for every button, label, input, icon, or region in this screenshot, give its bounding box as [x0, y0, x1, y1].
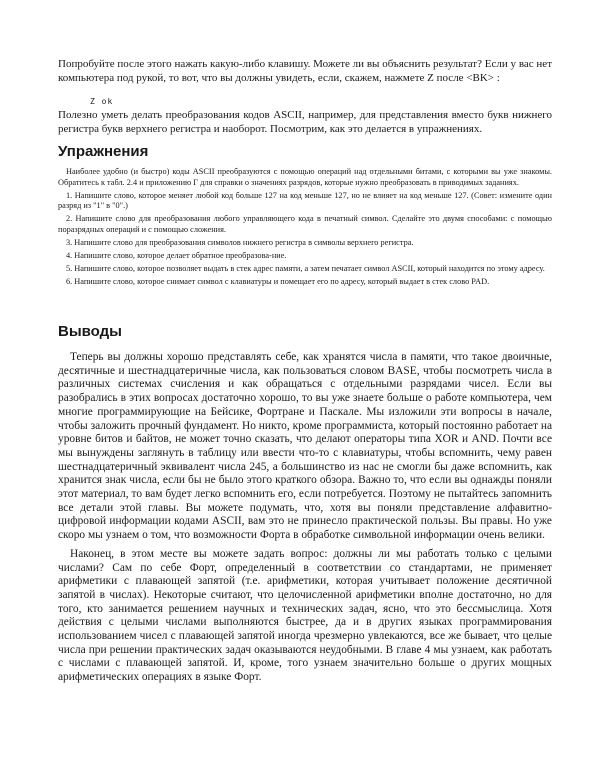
conclusions-paragraph-1: Теперь вы должны хорошо представлять себе, как хранятся числа в памяти, что такое двоичные, десятичные и шестнадцатеричные числа, как пользоваться словом BASE, чтобы посмотреть числа в различных системах счисления и как обращаться с отдельными разрядами чисел. Если вы разобрались в этих вопросах достаточно хорошо, то вы уже знаете больше о работе компьютера, чем многие программирующие на Бейсике, Фортране и Паскале. Мы изложили эти вопросы в начале, чтобы заложить прочный фундамент. Но никто, кроме программиста, который постоянно работает на уровне битов и байтов, не может точно сказать, что делают операторы типа XOR и AND. Почти все мы вынуждены заглянуть в таблицу или ввести что-то с клавиатуры, чтобы вспомнить, чему равен шестнадцатеричный эквивалент числа 245, а большинство из нас не смогли бы даже вспомнить, как хранится знак числа, если бы не было этого краткого обзора. Важно то, что если вы однажды поняли этот материал, то вам будет легко вспомнить его, если потребуется. Поэтому не пытайтесь запомнить все детали этой главы. Вы можете подумать, что, хотя вы поняли представление алфавитно-цифровой информации кодами ASCII, вам это не принесло практической пользы. Вы правы. Но уже скоро мы узнаем о том, что возможности Форта в обработке символьной информации очень велики. — [58, 351, 552, 542]
conclusions-body — [58, 351, 552, 690]
intro-paragraph-2: Полезно уметь делать преобразования кодов ASCII, например, для представления вместо букв нижнего регистра букв верхнего регистра и наоборот. Посмотрим, как это делается в упражнениях. — [58, 109, 552, 135]
exercise-item-3: 3. Напишите слово для преобразования символов нижнего регистра в символы верхнего регистра. — [66, 238, 414, 248]
conclusions-heading: Выводы — [58, 323, 122, 340]
exercise-item-2: 2. Напишите слово для преобразования любого управляющего кода в печатный символ. Сделайте это двумя способами: с помощью поразрядных операций и с помощью сложения. — [58, 214, 552, 234]
exercise-item-6: 6. Напишите слово, которое снимает символ с клавиатуры и помещает его по адресу, который выдает в стек слово PAD. — [66, 277, 490, 287]
exercises-heading: Упражнения — [58, 143, 149, 160]
exercise-item-4: 4. Напишите слово, которое делает обратное преобразова-ние. — [66, 251, 287, 261]
exercise-item-5: 5. Напишите слово, которое позволяет выдать в стек адрес памяти, а затем печатает символ ASCII, который находится по этому адресу. — [66, 264, 545, 274]
exercise-item-1: 1. Напишите слово, которое меняет любой код больше 127 на код меньше 127, но не влияет на код меньше 127. (Совет: измените один разряд из "1" в "0".) — [58, 190, 552, 211]
intro-paragraph-1: Попробуйте после этого нажать какую-либо клавишу. Можете ли вы объяснить результат? Если у вас нет компьютера под рукой, то вот, что вы должны увидеть, если, скажем, нажмете Z после <BK> : — [58, 58, 552, 84]
exercises-block — [58, 167, 552, 290]
conclusions-paragraph-2: Наконец, в этом месте вы можете задать вопрос: должны ли мы работать только с целыми числами? Сам по себе Форт, определенный в соответствии со стандартами, не применяет арифметики с плавающей запятой (т.е. арифметики, которая учитывает положение десятичной запятой в числах). Некоторые считают, что целочисленной арифметики вполне достаточно, но для того, кто занимается решением научных и технических задач, ясно, что это бессмыслица. Хотя действия с целыми числами выполняются быстрее, да и в других языках программирования использованием чисел с плавающей запятой иногда чрезмерно увлекаются, все же бывает, что целые числа при решении практических задач оказываются неудобными. В главе 4 мы узнаем, как работать с числами с плавающей запятой. И, кроме, того узнаем значительно больше о других мощных арифметических операциях в языке Форт. — [58, 547, 552, 684]
terminal-output-line: Z ok — [90, 97, 114, 106]
exercises-lead: Наиболее удобно (и быстро) коды ASCII преобразуются с помощью операций над отдельными битами, с которыми вы уже знакомы. Обратитесь к табл. 2.4 и приложению Г для справки о значениях разрядов, которые нужно преобразовать в приводимых заданиях. — [58, 167, 552, 187]
